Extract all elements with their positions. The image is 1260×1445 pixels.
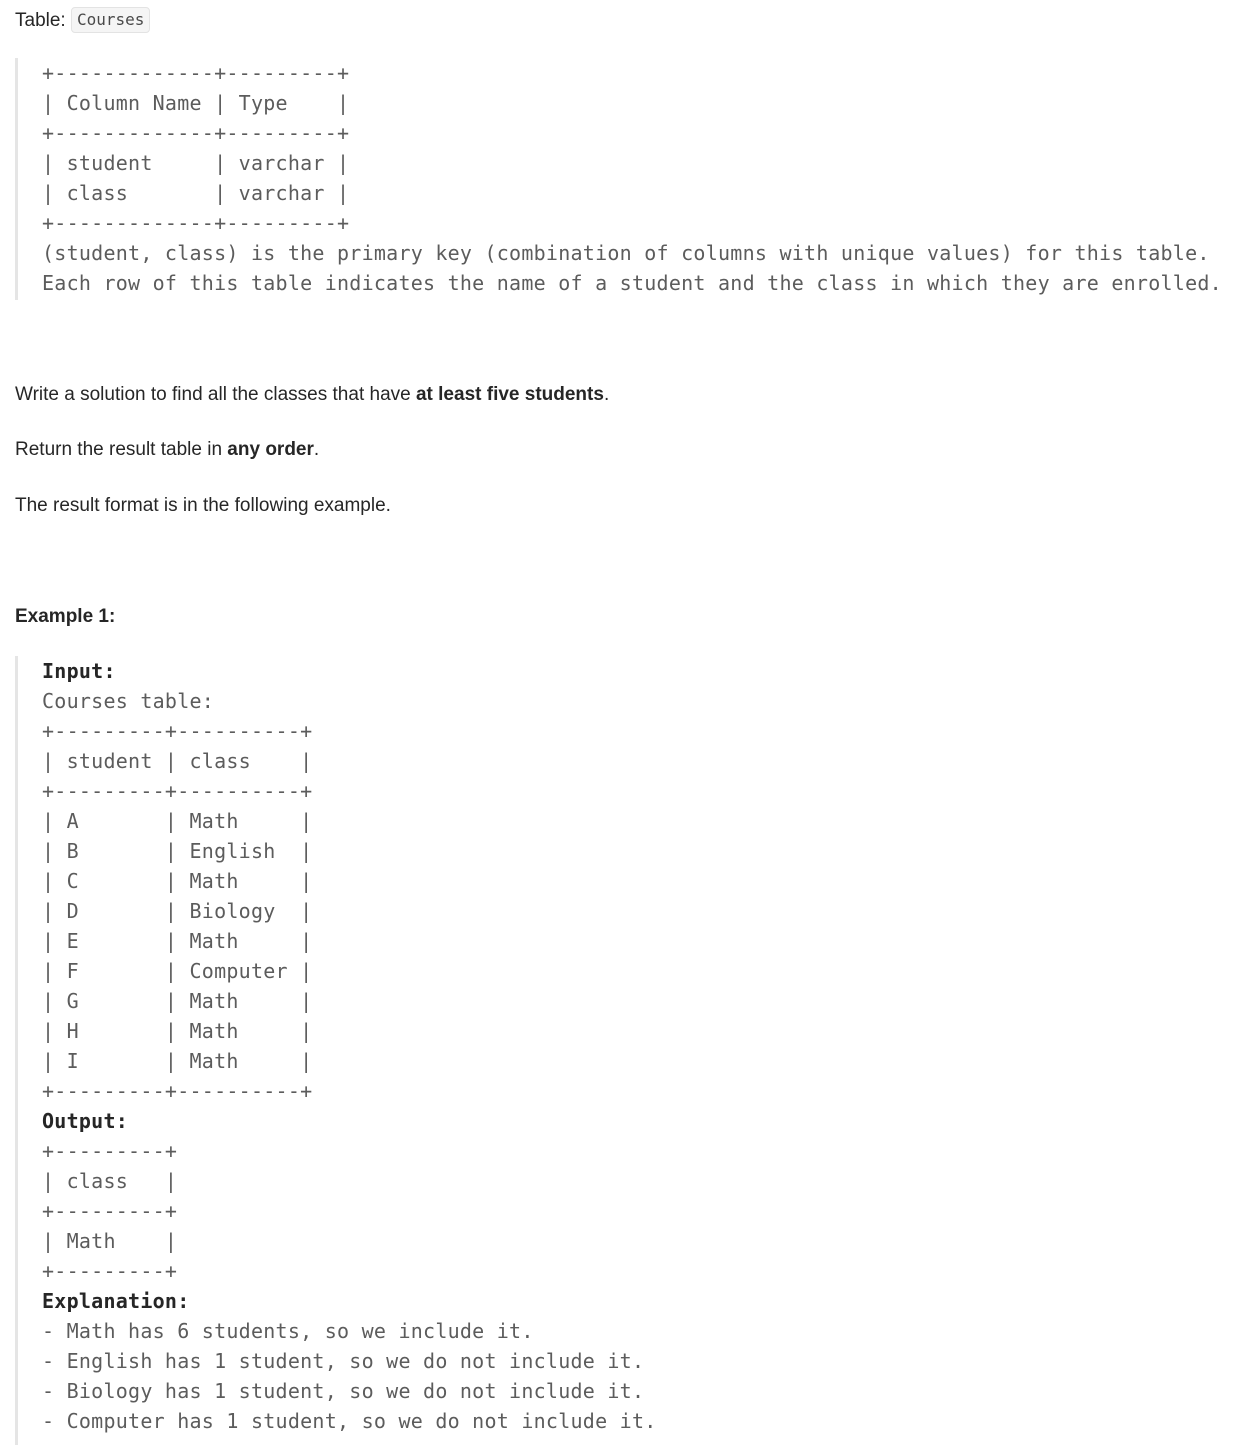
input-line: | D | Biology | [42,899,313,923]
schema-line: +-------------+---------+ [42,61,350,85]
input-line: Courses table: [42,689,215,713]
input-label: Input: [42,659,116,683]
input-line: | H | Math | [42,1019,313,1043]
schema-primary-key-note: (student, class) is the primary key (combination of columns with unique values) for this table. [42,241,1210,265]
schema-row-description: Each row of this table indicates the name of a student and the class in which they are enrolled. [42,271,1222,295]
input-line: | E | Math | [42,929,313,953]
input-line: +---------+----------+ [42,1079,313,1103]
input-line: | A | Math | [42,809,313,833]
output-line: | class | [42,1169,178,1193]
order-text-end: . [313,439,320,460]
schema-line: +-------------+---------+ [42,211,350,235]
input-line: | G | Math | [42,989,313,1013]
schema-line: | student | varchar | [42,151,350,175]
table-caption [15,6,150,36]
task-description [15,381,609,409]
output-line: +---------+ [42,1259,178,1283]
example-title: Example 1: [15,606,116,627]
explanation-label: Explanation: [42,1289,190,1313]
output-line: +---------+ [42,1199,178,1223]
output-label: Output: [42,1109,129,1133]
output-line: | Math | [42,1229,178,1253]
explanation-line: - Biology has 1 student, so we do not include it. [42,1379,645,1403]
explanation-line: - Math has 6 students, so we include it. [42,1319,534,1343]
input-line: | C | Math | [42,869,313,893]
format-note: The result format is in the following example. [15,495,391,516]
input-line: | I | Math | [42,1049,313,1073]
task-emphasis: at least five students [415,384,604,405]
example-block [42,656,1260,1436]
order-instruction [15,436,319,464]
explanation-line: - Computer has 1 student, so we do not include it. [42,1409,657,1433]
table-caption-prefix: Table: [15,10,71,31]
input-line: | F | Computer | [42,959,313,983]
schema-block [42,58,1260,298]
example-blockquote [15,656,1260,1445]
schema-line: +-------------+---------+ [42,121,350,145]
schema-blockquote [15,58,1260,300]
task-text-end: . [603,384,610,405]
order-text: Return the result table in [15,439,228,460]
task-text: Write a solution to find all the classes that have [15,384,416,405]
explanation-line: - English has 1 student, so we do not include it. [42,1349,645,1373]
table-name-code: Courses [71,7,150,33]
input-line: +---------+----------+ [42,779,313,803]
schema-line: | class | varchar | [42,181,350,205]
output-line: +---------+ [42,1139,178,1163]
input-line: +---------+----------+ [42,719,313,743]
schema-line: | Column Name | Type | [42,91,350,115]
order-emphasis: any order [227,439,314,460]
input-line: | B | English | [42,839,313,863]
input-line: | student | class | [42,749,313,773]
